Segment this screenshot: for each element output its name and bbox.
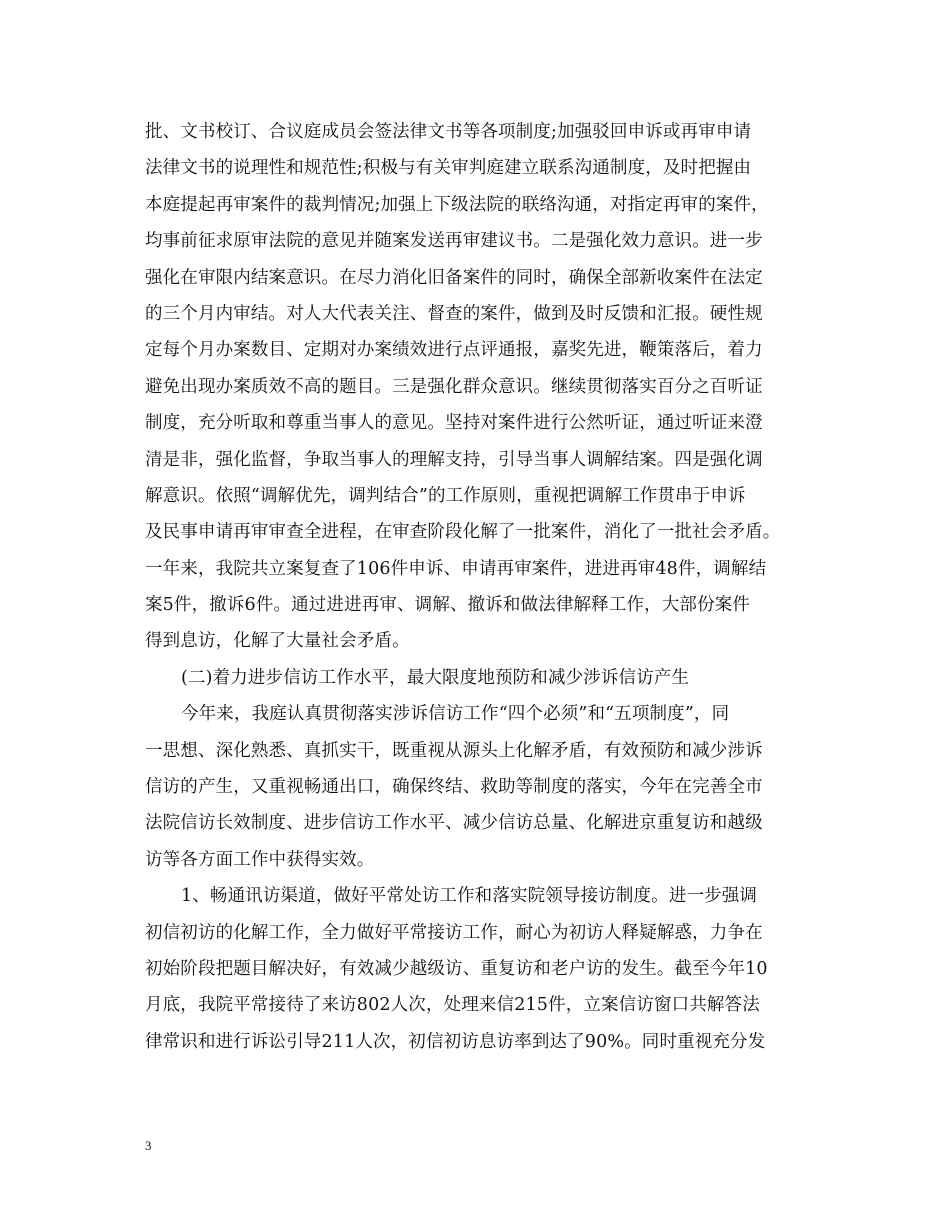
text-line: 得到息访，化解了大量社会矛盾。: [145, 631, 410, 652]
text-line: 强化在审限内结案意识。在尽力消化旧备案件的同时，确保全部新收案件在法定: [145, 267, 763, 288]
text-line: 一年来，我院共立案复查了106件申诉、申请再审案件，进进再审48件，调解结: [145, 558, 767, 579]
text-line: 信访的产生，又重视畅通出口，确保终结、救助等制度的落实，今年在完善全市: [145, 777, 763, 798]
text-line: 一思想、深化熟悉、真抓实干，既重视从源头上化解矛盾，有效预防和减少涉诉: [145, 740, 763, 761]
section-heading: (二)着力进步信访工作水平，最大限度地预防和减少涉诉信访产生: [181, 667, 690, 688]
text-line: 均事前征求原审法院的意见并随案发送再审建议书。二是强化效力意识。进一步: [145, 231, 763, 252]
body-text: [145, 114, 825, 1060]
text-line: 本庭提起再审案件的裁判情况;加强上下级法院的联络沟通，对指定再审的案件，: [145, 194, 769, 215]
text-line: 案5件，撤诉6件。通过进进再审、调解、撤诉和做法律解释工作，大部份案件: [145, 595, 751, 616]
text-line: 今年来，我庭认真贯彻落实涉诉信访工作“四个必须”和“五项制度”，同: [181, 704, 730, 725]
text-line: 制度，充分听取和尊重当事人的意见。坚持对案件进行公然听证，通过听证来澄: [145, 413, 763, 434]
page-number: 3: [145, 1138, 152, 1153]
text-line: 避免出现办案质效不高的题目。三是强化群众意识。继续贯彻落实百分之百听证: [145, 376, 763, 397]
text-line: 清是非，强化监督，争取当事人的理解支持，引导当事人调解结案。四是强化调: [145, 449, 763, 470]
text-line: 访等各方面工作中获得实效。: [145, 849, 375, 870]
text-line: 及民事申请再审审查全进程，在审查阶段化解了一批案件，消化了一批社会矛盾。: [145, 522, 781, 543]
text-line: 法院信访长效制度、进步信访工作水平、减少信访总量、化解进京重复访和越级: [145, 813, 763, 834]
text-line: 1、畅通讯访渠道，做好平常处访工作和落实院领导接访制度。进一步强调: [181, 886, 758, 907]
text-line: 定每个月办案数目、定期对办案绩效进行点评通报，嘉奖先进，鞭策落后，着力: [145, 340, 763, 361]
text-line: 的三个月内审结。对人大代表关注、督查的案件，做到及时反馈和汇报。硬性规: [145, 303, 763, 324]
text-line: 初始阶段把题目解决好，有效减少越级访、重复访和老户访的发生。截至今年10: [145, 958, 768, 979]
text-line: 解意识。依照“调解优先，调判结合”的工作原则，重视把调解工作贯串于申诉: [145, 485, 746, 506]
text-line: 法律文书的说理性和规范性;积极与有关审判庭建立联系沟通制度，及时把握由: [145, 158, 752, 179]
text-line: 律常识和进行诉讼引导211人次，初信初访息访率到达了90%。同时重视充分发: [145, 1031, 766, 1052]
text-line: 批、文书校订、合议庭成员会签法律文书等各项制度;加强驳回申诉或再审申请: [145, 122, 752, 142]
text-line: 月底，我院平常接待了来访802人次，处理来信215件，立案信访窗口共解答法: [145, 995, 760, 1016]
text-line: 初信初访的化解工作，全力做好平常接访工作，耐心为初访人释疑解惑，力争在: [145, 922, 763, 943]
